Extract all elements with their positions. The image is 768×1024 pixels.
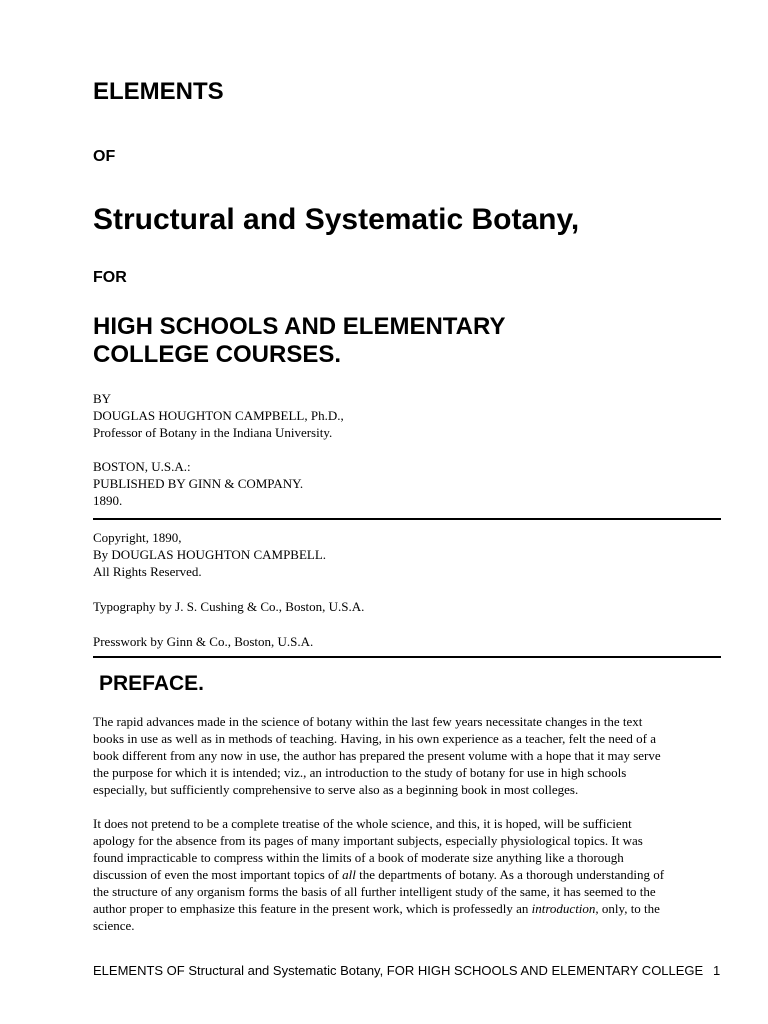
publication-publisher: PUBLISHED BY GINN & COMPANY.: [93, 476, 304, 491]
title-for: FOR: [93, 269, 127, 286]
title-audience: [93, 313, 693, 369]
divider: [93, 656, 721, 658]
paragraph-line: book different from any now in use, the author has prepared the present volume with a hope that it may serve: [93, 748, 661, 763]
paragraph-line: It does not pretend to be a complete treatise of the whole science, and this, it is hoped, will be sufficient: [93, 816, 632, 831]
paragraph-line: [93, 866, 725, 883]
copyright-line-2: By DOUGLAS HOUGHTON CAMPBELL.: [93, 547, 327, 562]
copyright-line-1: Copyright, 1890,: [93, 530, 182, 545]
copyright-notice: [93, 529, 326, 580]
paragraph-line: science.: [93, 918, 135, 933]
copyright-line-3: All Rights Reserved.: [93, 564, 202, 579]
publication-info: [93, 458, 303, 509]
title-audience-line-2: COLLEGE COURSES.: [93, 341, 342, 368]
title-main: Structural and Systematic Botany,: [93, 203, 580, 236]
byline-by: BY: [93, 391, 112, 406]
preface-paragraph-2: [93, 815, 725, 934]
typography-credit: Typography by J. S. Cushing & Co., Boston, U.S.A.: [93, 599, 365, 614]
running-footer: ELEMENTS OF Structural and Systematic Botany, FOR HIGH SCHOOLS AND ELEMENTARY COLLEGE: [93, 963, 704, 978]
page-number: 1: [713, 963, 721, 978]
paragraph-line: the purpose for which it is intended; viz., an introduction to the study of botany for use in high schools: [93, 765, 627, 780]
text-run: author proper to emphasize this feature in the present work, which is professedly an: [93, 901, 532, 916]
text-run: discussion of even the most important topics of: [93, 867, 343, 882]
paragraph-line: especially, but sufficiently comprehensive to serve also as a beginning book in most colleges.: [93, 782, 579, 797]
presswork-credit: Presswork by Ginn & Co., Boston, U.S.A.: [93, 634, 314, 649]
paragraph-line: the structure of any organism forms the basis of all further intelligent study of the same, it has seemed to the: [93, 884, 656, 899]
emphasis-introduction: introduction: [531, 901, 596, 916]
title-elements: ELEMENTS: [93, 78, 224, 105]
byline: [93, 390, 344, 441]
publication-place: BOSTON, U.S.A.:: [93, 459, 191, 474]
publication-year: 1890.: [93, 493, 123, 508]
paragraph-line: [93, 900, 725, 917]
emphasis-all: all: [342, 867, 356, 882]
paragraph-line: apology for the absence from its pages of many important subjects, especially physiological topics. It was: [93, 833, 643, 848]
title-audience-line-1: HIGH SCHOOLS AND ELEMENTARY: [93, 313, 506, 340]
text-run: the departments of botany. As a thorough understanding of: [355, 867, 665, 882]
paragraph-line: found impracticable to compress within the limits of a book of moderate size anything like a thorough: [93, 850, 624, 865]
byline-position: Professor of Botany in the Indiana University.: [93, 425, 333, 440]
title-of: OF: [93, 148, 116, 165]
paragraph-line: The rapid advances made in the science of botany within the last few years necessitate changes in the text: [93, 714, 643, 729]
paragraph-line: books in use as well as in methods of teaching. Having, in his own experience as a teacher, felt the need of a: [93, 731, 656, 746]
preface-heading: PREFACE.: [99, 672, 205, 695]
text-run: , only, to the: [595, 901, 660, 916]
divider: [93, 518, 721, 520]
byline-author: DOUGLAS HOUGHTON CAMPBELL, Ph.D.,: [93, 408, 344, 423]
preface-paragraph-1: [93, 713, 721, 798]
